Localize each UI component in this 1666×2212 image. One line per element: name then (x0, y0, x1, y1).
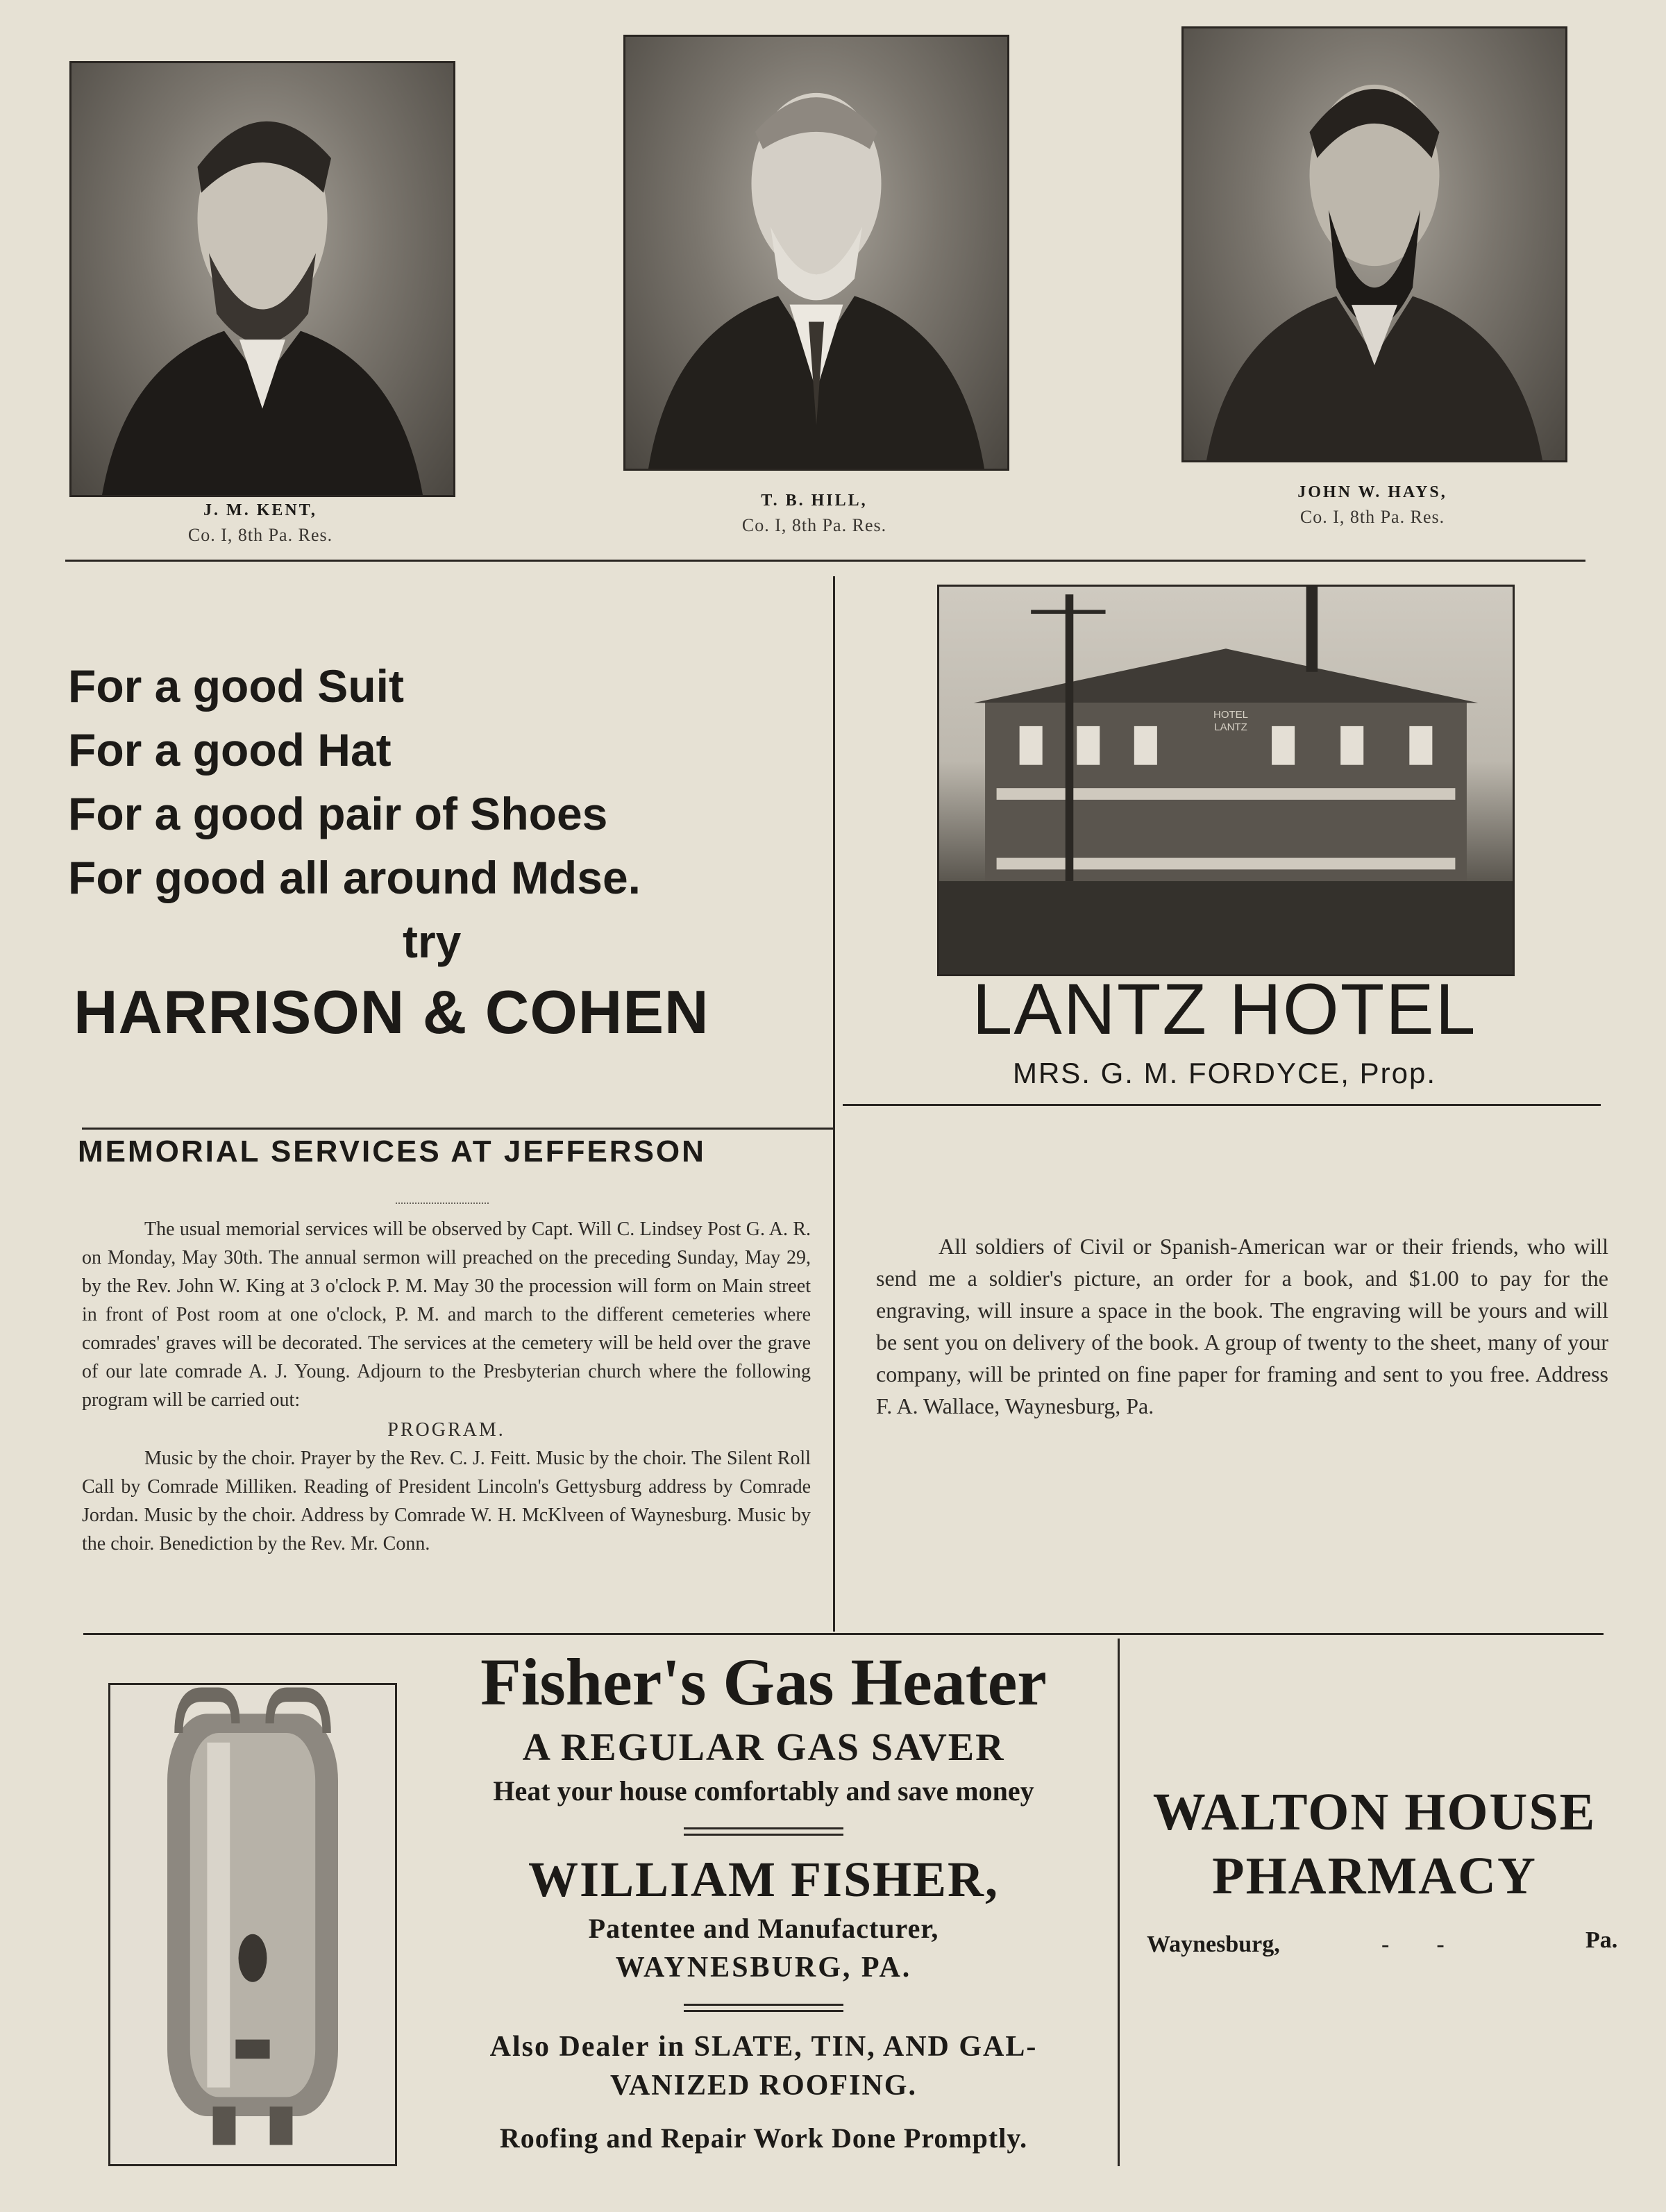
fisher-location: WAYNESBURG, PA. (615, 1952, 912, 1984)
fisher-role: Patentee and Manufacturer, (588, 1913, 939, 1944)
walton-state: Pa. (1585, 1927, 1618, 1953)
fisher-double-rule (684, 1827, 843, 1836)
gas-heater-photo (108, 1683, 397, 2166)
soldiers-notice-text: All soldiers of Civil or Spanish-American war or their friends, who will send me a soldier's picture, an order for a book, and $1.00 to pay for the engraving, will insure a space in the book. The engraving will be yours and will be sent you on delivery of the book. A group of twenty to the sheet, many of your company, will be printed on fine paper for framing and sent to you free. Address F. A. Wallace, Waynesburg, Pa. (876, 1234, 1608, 1418)
hotel-name: LANTZ HOTEL (972, 969, 1477, 1050)
portrait-photo-kent (69, 61, 455, 497)
soldiers-notice (876, 1230, 1608, 1422)
fisher-footer: Roofing and Repair Work Done Promptly. (499, 2122, 1028, 2154)
hotel-photo (937, 585, 1515, 976)
fisher-double-rule-2 (684, 2004, 843, 2012)
rule-vertical-middle (833, 576, 835, 1632)
rule-hotel-bottom (843, 1104, 1601, 1106)
rule-vertical-lower (1118, 1639, 1120, 2166)
fisher-ad (416, 1641, 1111, 2159)
portrait-name-hill: T. B. HILL, (761, 492, 868, 510)
portrait-photo-hays (1181, 26, 1567, 462)
portrait-unit-kent: Co. I, 8th Pa. Res. (187, 525, 333, 545)
portrait-name-hays: JOHN W. HAYS, (1297, 483, 1447, 501)
ad-line-suit: For a good Suit (68, 660, 404, 712)
walton-town: Waynesburg, (1147, 1932, 1280, 1957)
memorial-divider (396, 1203, 489, 1204)
portrait-unit-hill: Co. I, 8th Pa. Res. (741, 515, 887, 535)
hotel-proprietor: MRS. G. M. FORDYCE, Prop. (1012, 1057, 1437, 1089)
portrait-unit-hays: Co. I, 8th Pa. Res. (1299, 507, 1445, 527)
ad-try: try (403, 916, 462, 967)
fisher-tagline: Heat your house comfortably and save money (493, 1775, 1034, 1807)
rule-top (65, 560, 1585, 562)
ad-line-mdse: For good all around Mdse. (68, 852, 641, 903)
hotel-sign: HOTEL LANTZ (1213, 709, 1248, 733)
portrait-name-kent: J. M. KENT, (203, 501, 317, 519)
program-text: Music by the choir. Prayer by the Rev. C. J. Feitt. Music by the choir. The Silent Roll Call by Comrade Milliken. Reading of President Lincoln's Gettysburg address by Comrade Jordan. Music by the choir. Address by Comrade W. H. McKlveen of Waynesburg. Music by the choir. Benediction by the Rev. Mr. Conn. (82, 1448, 811, 1555)
harrison-cohen-ad (68, 654, 818, 1046)
walton-line2: PHARMACY (1212, 1847, 1537, 1905)
memorial-paragraph: The usual memorial services will be observed by Capt. Will C. Lindsey Post G. A. R. on Monday, May 30th. The annual sermon will preached on the preceding Sunday, May 29, by the Rev. John W. King at 3 o'clock P. M. May 30 the procession will form on Main street in front of Post room at one o'clock, P. M. and march to the different cemeteries where comrades' graves will be decorated. The services at the cemetery will be held over the grave of our late comrade A. J. Young. Adjourn to the Presbyterian church where the following program will be carried out: (82, 1218, 811, 1411)
program-heading: PROGRAM. (387, 1419, 505, 1441)
memorial-body (82, 1215, 811, 1558)
walton-line1: WALTON HOUSE (1152, 1783, 1597, 1841)
fisher-title: Fisher's Gas Heater (480, 1645, 1047, 1719)
ad-line-shoes: For a good pair of Shoes (68, 788, 608, 839)
fisher-dealer-line2: VANIZED ROOFING. (610, 2070, 917, 2102)
fisher-dealer-line1: Also Dealer in SLATE, TIN, AND GAL- (489, 2031, 1038, 2063)
memorial-heading: MEMORIAL SERVICES AT JEFFERSON (78, 1134, 706, 1168)
rule-bottom-section (83, 1633, 1604, 1635)
walton-dashes: - - (1381, 1932, 1445, 1957)
portrait-photo-hill (623, 35, 1009, 471)
ad-store-name: HARRISON & COHEN (74, 978, 709, 1046)
rule-memorial-top (82, 1128, 833, 1130)
fisher-name: WILLIAM FISHER, (528, 1852, 1000, 1907)
walton-ad (1138, 1780, 1610, 1908)
fisher-subtitle: A REGULAR GAS SAVER (522, 1726, 1005, 1769)
ad-line-hat: For a good Hat (68, 724, 392, 776)
